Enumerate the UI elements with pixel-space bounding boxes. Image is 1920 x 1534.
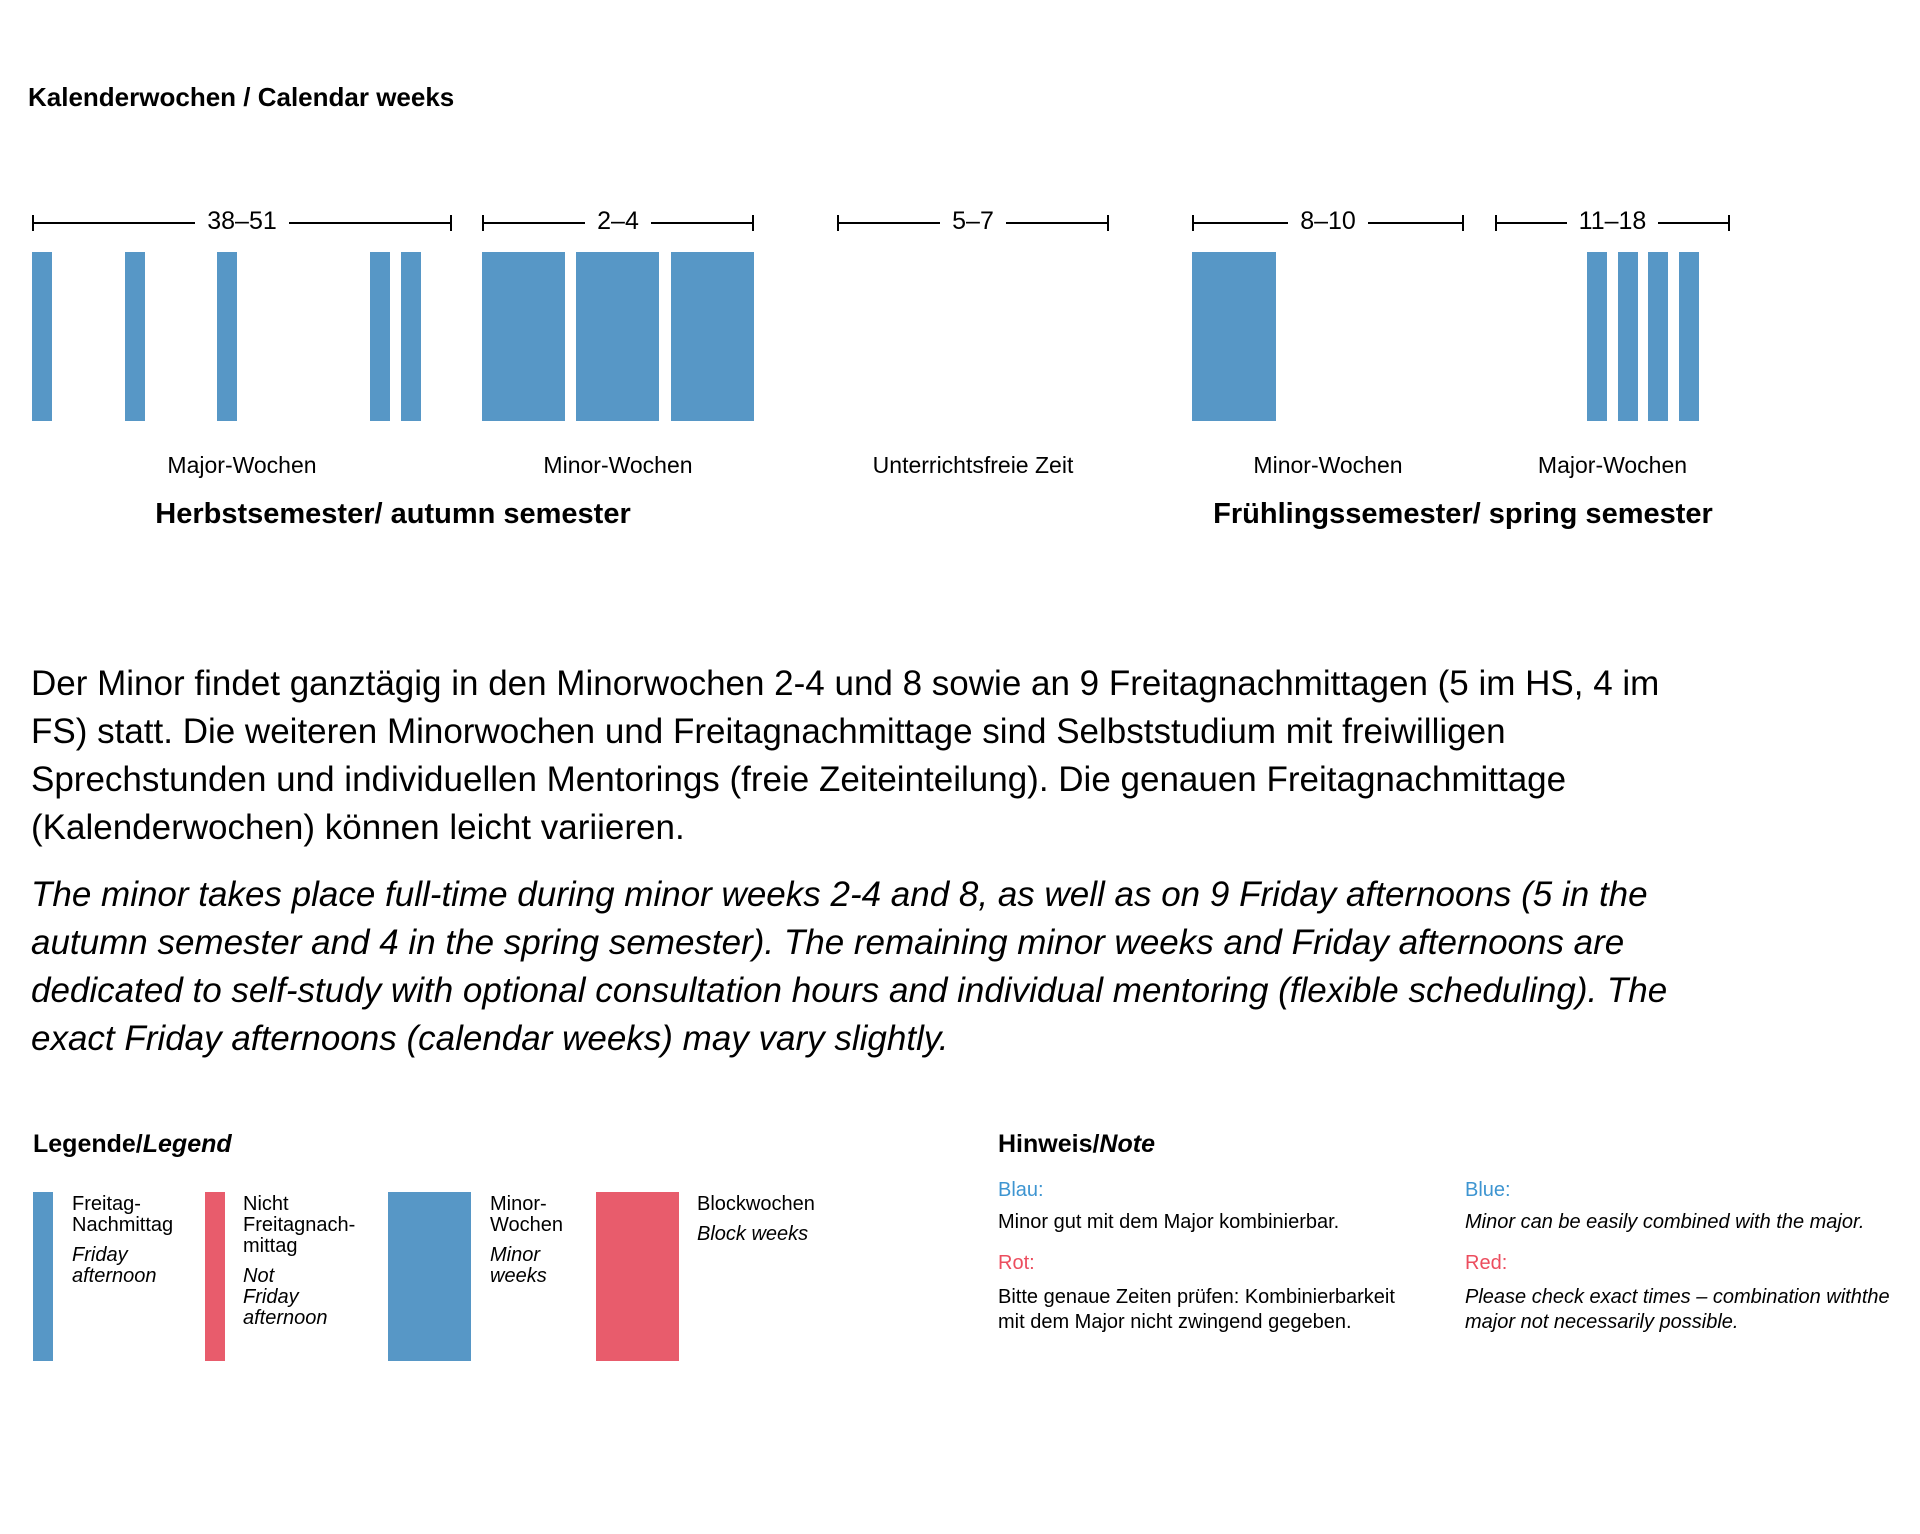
- german-text-line: FS) statt. Die weiteren Minorwochen und Freitagnachmittage sind Selbststudium mit freiwilligen: [31, 712, 1506, 751]
- week-bar: [1648, 252, 1668, 421]
- week-bar: [1192, 252, 1276, 421]
- page-title: Kalenderwochen / Calendar weeks: [28, 82, 455, 112]
- legend-label-line-italic: weeks: [490, 1265, 547, 1287]
- legend-title-main: Legende/: [33, 1130, 143, 1158]
- bracket-line: [651, 222, 752, 224]
- bracket-tick-right: [1728, 215, 1730, 231]
- note-en-red-text-line: Please check exact times – combination withthe: [1465, 1286, 1890, 1308]
- bracket-range-label: 8–10: [1300, 206, 1356, 235]
- bracket-tick-right: [1107, 215, 1109, 231]
- legend-title-italic: Legend: [142, 1130, 232, 1158]
- group-label: Minor-Wochen: [1253, 452, 1403, 478]
- legend-label-line: Freitagnach-: [243, 1214, 356, 1236]
- legend-label-line-italic: afternoon: [72, 1265, 157, 1287]
- legend-label-line: Wochen: [490, 1214, 564, 1236]
- legend-label-line: Freitag-: [72, 1193, 141, 1215]
- legend-item-label: [72, 1194, 173, 1287]
- legend-swatch-bar: [33, 1192, 53, 1361]
- bracket-line: [34, 222, 195, 224]
- bracket-range-label: 2–4: [597, 206, 639, 235]
- bracket-5–7: [837, 206, 1109, 235]
- paragraph-english: [31, 871, 1667, 1063]
- paragraph-german: [31, 660, 1659, 852]
- bracket-range-label: 5–7: [952, 206, 994, 235]
- note-en-blue-heading: Blue:: [1465, 1179, 1511, 1201]
- note-de-red-text-line: mit dem Major nicht zwingend gegeben.: [998, 1311, 1352, 1333]
- bracket-11–18: [1495, 206, 1730, 235]
- english-text-line: exact Friday afternoons (calendar weeks) may vary slightly.: [31, 1019, 949, 1058]
- bracket-tick-right: [1462, 215, 1464, 231]
- bracket-line: [1194, 222, 1288, 224]
- bracket-tick-right: [450, 215, 452, 231]
- legend-label-line: Nachmittag: [72, 1214, 174, 1236]
- week-bar: [32, 252, 52, 421]
- legend-label-line: Minor-: [490, 1193, 547, 1215]
- note-en-red-heading: Red:: [1465, 1252, 1508, 1274]
- legend-item-label: [490, 1194, 563, 1287]
- bracket-line: [1497, 222, 1567, 224]
- bracket-line: [1006, 222, 1107, 224]
- legend-item-label: [243, 1194, 355, 1329]
- note-en-red-text-line: major not necessarily possible.: [1465, 1311, 1739, 1333]
- legend-item-label: [697, 1194, 815, 1245]
- bracket-tick-right: [752, 215, 754, 231]
- german-text-line: Der Minor findet ganztägig in den Minorwochen 2-4 und 8 sowie an 9 Freitagnachmittagen (5 im HS, 4 im: [31, 664, 1660, 703]
- note-title: [998, 1130, 1155, 1159]
- legend-label-line: Nicht: [243, 1193, 289, 1215]
- group-label: Major-Wochen: [167, 452, 317, 478]
- legend-title: [33, 1130, 232, 1159]
- week-bar: [1618, 252, 1638, 421]
- english-text-line: autumn semester and 4 in the spring semester). The remaining minor weeks and Friday afternoons are: [31, 923, 1625, 962]
- note-en-blue-text: Minor can be easily combined with the major.: [1465, 1211, 1865, 1233]
- bracket-range-label: 38–51: [207, 206, 277, 235]
- week-bar: [576, 252, 659, 421]
- note-de-red-heading: Rot:: [998, 1252, 1035, 1274]
- legend-label-line-italic: afternoon: [243, 1307, 328, 1329]
- legend-swatch-bar: [388, 1192, 471, 1361]
- group-label: Minor-Wochen: [543, 452, 693, 478]
- bracket-line: [484, 222, 585, 224]
- note-title-italic: Note: [1099, 1130, 1155, 1158]
- english-text-line: dedicated to self-study with optional consultation hours and individual mentoring (flexible scheduling). The: [31, 971, 1668, 1010]
- legend-label-line-italic: Minor: [490, 1244, 541, 1266]
- semester-title: Frühlingssemester/ spring semester: [1213, 498, 1713, 530]
- week-bar: [370, 252, 390, 421]
- legend-label-line-italic: Block weeks: [697, 1223, 809, 1245]
- week-bar: [1679, 252, 1699, 421]
- note-title-main: Hinweis/: [998, 1130, 1100, 1158]
- bracket-8–10: [1192, 206, 1464, 235]
- legend-label-line-italic: Friday: [243, 1286, 299, 1308]
- note-de-blue-heading: Blau:: [998, 1179, 1044, 1201]
- legend-label-line: mittag: [243, 1235, 298, 1257]
- bracket-2–4: [482, 206, 754, 235]
- bracket-38–51: [32, 206, 452, 235]
- bracket-line: [839, 222, 940, 224]
- bracket-line: [289, 222, 450, 224]
- week-bar: [1587, 252, 1607, 421]
- group-label: Major-Wochen: [1537, 452, 1688, 478]
- bracket-line: [1658, 222, 1728, 224]
- german-text-line: (Kalenderwochen) können leicht variieren.: [31, 808, 685, 847]
- week-bar: [401, 252, 421, 421]
- bracket-line: [1368, 222, 1462, 224]
- english-text-line: The minor takes place full-time during minor weeks 2-4 and 8, as well as on 9 Friday afternoons (5 in the: [31, 875, 1648, 914]
- note-de-blue-text: Minor gut mit dem Major kombinierbar.: [998, 1211, 1340, 1233]
- legend-swatch-bar: [205, 1192, 225, 1361]
- bracket-range-label: 11–18: [1578, 206, 1647, 235]
- week-bar: [671, 252, 754, 421]
- legend-label-line: Blockwochen: [697, 1193, 815, 1215]
- legend-swatch-bar: [596, 1192, 679, 1361]
- legend-label-line-italic: Friday: [72, 1244, 128, 1266]
- group-label: Unterrichtsfreie Zeit: [872, 452, 1074, 478]
- german-text-line: Sprechstunden und individuellen Mentorings (freie Zeiteinteilung). Die genauen Freitagnachmittage: [31, 760, 1567, 799]
- week-bar: [217, 252, 237, 421]
- week-bar: [482, 252, 565, 421]
- week-bar: [125, 252, 145, 421]
- semester-title: Herbstsemester/ autumn semester: [155, 498, 631, 530]
- legend-label-line-italic: Not: [243, 1265, 275, 1287]
- note-de-red-text-line: Bitte genaue Zeiten prüfen: Kombinierbarkeit: [998, 1286, 1395, 1308]
